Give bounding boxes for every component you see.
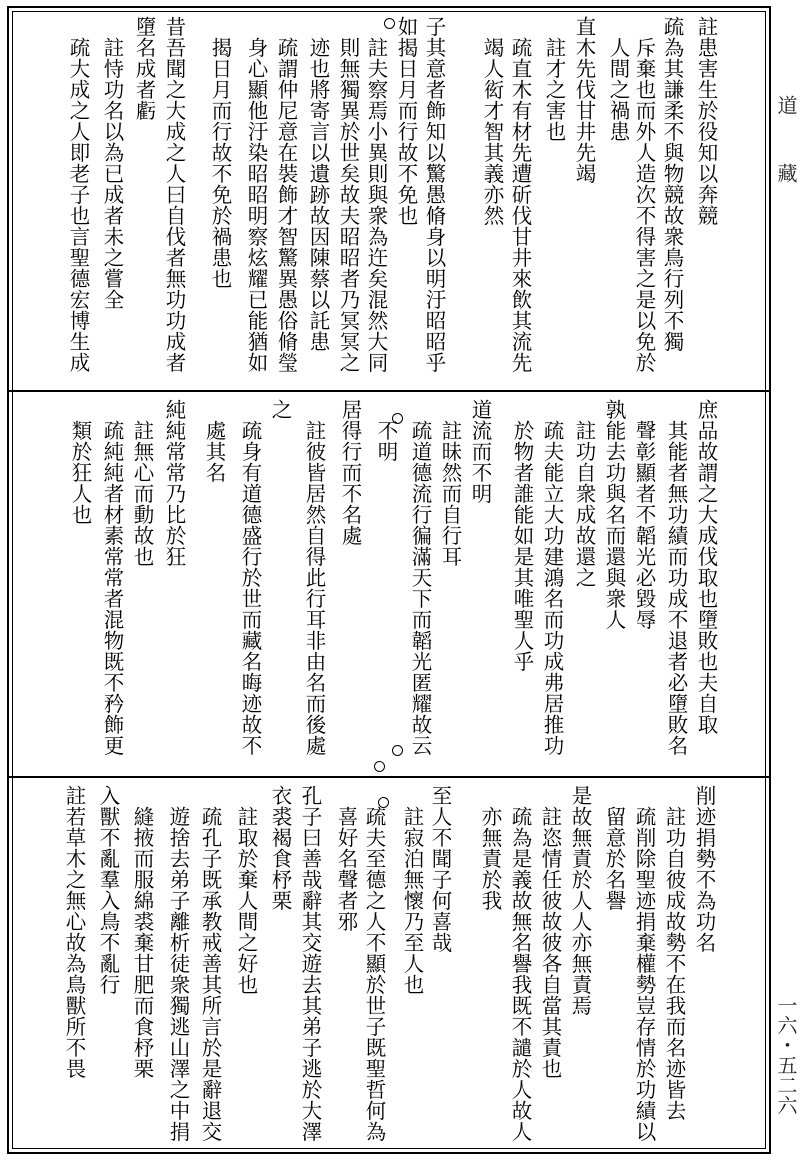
text-column: 註恣情任彼故彼各自當其責也 bbox=[538, 806, 562, 1079]
text-column: 衣裘褐食杼栗 bbox=[268, 785, 292, 911]
text-column: 註夫察焉小異則與衆為迕矣混然大同 bbox=[364, 37, 388, 373]
text-column: 疏為是義故無名譽我既不譴於人故人 bbox=[508, 806, 532, 1142]
text-column: 疏削除聖迹捐棄權勢豈存情於功績以 bbox=[632, 806, 656, 1142]
text-column: 昔吾聞之大成之人曰自伐者無功功成者 bbox=[162, 16, 186, 373]
text-column: 疏夫至德之人不顯於世子既聖哲何為 bbox=[362, 806, 386, 1142]
text-band-bottom bbox=[12, 781, 766, 1151]
text-band-middle bbox=[12, 395, 766, 773]
text-column: 縫掖而服綿裘棄甘肥而食杼栗 bbox=[130, 806, 154, 1079]
text-column: 類於狂人也 bbox=[68, 420, 92, 525]
text-column: 斥棄也而外人造次不得害之是以免於 bbox=[632, 37, 656, 373]
text-column: 疏大成之人即老子也言聖德宏博生成 bbox=[66, 37, 90, 373]
collection-title: 道 藏 bbox=[774, 95, 798, 197]
text-column: 揭日月而行故不免於禍患也 bbox=[208, 37, 232, 289]
text-column: 亦無責於我 bbox=[478, 806, 502, 911]
text-column: 聲彰顯者不韜光必毀辱 bbox=[632, 420, 656, 630]
text-column: 喜好名聲者邪 bbox=[334, 806, 358, 932]
text-column: 疏身有道德盛行於世而藏名晦迹故不 bbox=[238, 420, 262, 756]
text-column: 註若草木之無心故為鳥獸所不畏 bbox=[62, 785, 86, 1079]
text-column: 孔子曰善哉辭其交遊去其弟子逃於大澤 bbox=[298, 785, 322, 1142]
punctuation-circle bbox=[374, 761, 385, 772]
text-column: 於物者誰能如是其唯聖人乎 bbox=[510, 420, 534, 672]
text-column: 處其名 bbox=[202, 420, 226, 483]
text-column: 註寂泊無懷乃至人也 bbox=[400, 806, 424, 995]
text-column: 留意於名譽 bbox=[602, 806, 626, 911]
page-number: 一六・五二六 bbox=[774, 995, 798, 1115]
text-column: 註才之害也 bbox=[542, 37, 566, 142]
text-column: 疏純純者材素常常者混物既不矜飾更 bbox=[100, 420, 124, 756]
punctuation-circle bbox=[392, 413, 403, 424]
text-column: 疏直木有材先遭斫伐甘井來飲其流先 bbox=[508, 37, 532, 373]
text-column: 道流而不明 bbox=[468, 399, 492, 504]
text-column: 如揭日月而行故不免也 bbox=[394, 16, 418, 226]
text-column: 遊捨去弟子離析徒衆獨逃山澤之中捐 bbox=[166, 806, 190, 1142]
text-column: 居得行而不名處 bbox=[338, 399, 362, 546]
text-column: 註患害生於役知以奔競 bbox=[694, 16, 718, 226]
text-column: 純純常常乃比於狂 bbox=[162, 399, 186, 567]
text-column: 子其意者飾知以驚愚脩身以明汙昭昭乎 bbox=[422, 16, 446, 373]
text-column: 直木先伐甘井先竭 bbox=[572, 16, 596, 184]
punctuation-circle bbox=[392, 745, 403, 756]
band-divider-upper bbox=[7, 390, 771, 392]
text-column: 竭人衒才智其義亦然 bbox=[480, 37, 504, 226]
text-column: 註昧然而自行耳 bbox=[438, 420, 462, 567]
text-column: 迹也將寄言以遺跡故因陳蔡以託患 bbox=[306, 37, 330, 352]
text-column: 註無心而動故也 bbox=[130, 420, 154, 567]
band-divider-lower bbox=[7, 776, 771, 778]
text-column: 孰能去功與名而還與衆人 bbox=[602, 399, 626, 630]
text-column: 疏謂仲尼意在裝飾才智驚異愚俗脩瑩 bbox=[274, 37, 298, 373]
text-column: 則無獨異於世矣故夫昭昭者乃冥冥之 bbox=[336, 37, 360, 373]
text-column: 身心顯他汙染昭昭明察炫耀已能猶如 bbox=[244, 37, 268, 373]
text-column: 疏道德流行徧滿天下而韜光匿耀故云 bbox=[408, 420, 432, 756]
text-column: 註取於棄人間之好也 bbox=[234, 806, 258, 995]
text-column: 墮名成者虧 bbox=[132, 16, 156, 121]
text-column: 人間之禍患 bbox=[606, 37, 630, 142]
text-column: 註彼皆居然自得此行耳非由名而後處 bbox=[302, 420, 326, 756]
text-column: 削迹捐勢不為功名 bbox=[692, 785, 716, 953]
text-column: 疏為其謙柔不與物競故衆鳥行列不獨 bbox=[660, 16, 684, 352]
text-column: 入獸不亂羣入鳥不亂行 bbox=[96, 785, 120, 995]
text-column: 庶品故謂之大成伐取也墮敗也夫自取 bbox=[694, 399, 718, 735]
text-column: 疏夫能立大功建鴻名而功成弗居推功 bbox=[540, 420, 564, 756]
text-column: 註恃功名以為已成者未之嘗全 bbox=[100, 37, 124, 310]
text-column: 是故無責於人人亦無責焉 bbox=[568, 785, 592, 1016]
text-column: 之 bbox=[268, 399, 292, 420]
text-column: 其能者無功績而功成不退者必墮敗名 bbox=[664, 420, 688, 756]
text-column: 註功自衆成故還之 bbox=[572, 420, 596, 588]
text-column: 註功自彼成故勢不在我而名迹皆去 bbox=[662, 806, 686, 1121]
punctuation-circle bbox=[378, 797, 389, 808]
text-column: 疏孔子既承教戒善其所言於是辭退交 bbox=[198, 806, 222, 1142]
punctuation-circle bbox=[384, 18, 395, 29]
text-band-top bbox=[12, 12, 766, 388]
text-column: 至人不聞子何喜哉 bbox=[428, 785, 452, 953]
text-column: 不明 bbox=[374, 420, 398, 462]
